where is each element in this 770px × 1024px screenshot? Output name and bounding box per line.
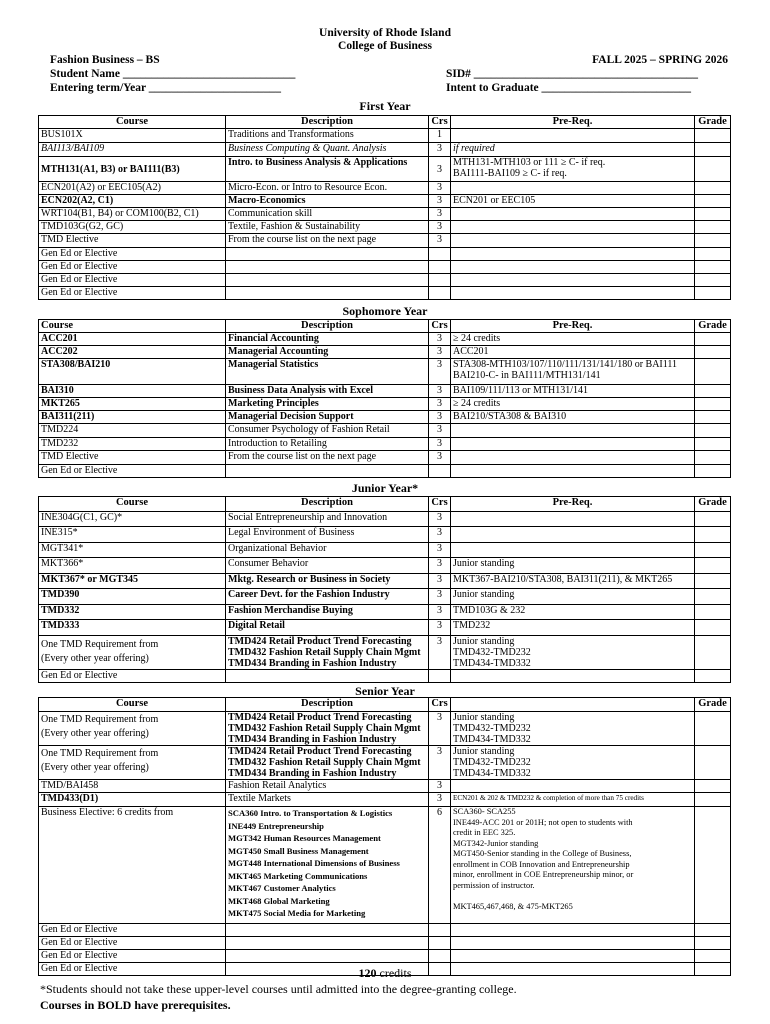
description-cell[interactable]: [226, 670, 429, 683]
prereq-cell: TMD232: [451, 620, 695, 636]
prereq-cell: [451, 950, 695, 963]
credits-cell[interactable]: [429, 924, 451, 937]
description-cell: Micro-Econ. or Intro to Resource Econ.: [226, 182, 429, 195]
description-cell: Managerial Statistics: [226, 359, 429, 385]
description-cell: Fashion Retail Analytics: [226, 780, 429, 793]
grade-cell[interactable]: [695, 746, 731, 780]
prereq-col-header: Pre-Req.: [451, 497, 695, 512]
description-cell[interactable]: [226, 465, 429, 478]
grade-cell[interactable]: [695, 182, 731, 195]
description-cell: Marketing Principles: [226, 398, 429, 411]
table-row: [39, 411, 731, 424]
course-cell: INE304G(C1, GC)*: [39, 512, 226, 527]
table-row: [39, 346, 731, 359]
grade-cell[interactable]: [695, 346, 731, 359]
grade-cell[interactable]: [695, 558, 731, 574]
course-col-header: Course: [39, 497, 226, 512]
description-cell: From the course list on the next page: [226, 234, 429, 248]
grade-col-header: Grade: [695, 116, 731, 129]
bold-courses-note: Courses in BOLD have prerequisites.: [40, 998, 231, 1012]
first-year-table: [38, 115, 731, 300]
course-cell: BAI311(211): [39, 411, 226, 424]
grade-cell[interactable]: [695, 234, 731, 248]
prereq-cell: MKT367-BAI210/STA308, BAI311(211), & MKT265: [451, 574, 695, 589]
description-cell: TMD424 Retail Product Trend Forecasting TMD432 Fashion Retail Supply Chain Mgmt TMD434 Branding in Fashion Industry: [226, 712, 429, 746]
grade-cell[interactable]: [695, 605, 731, 620]
intent-to-graduate-field[interactable]: Intent to Graduate __________________________: [446, 82, 692, 94]
credits-cell: 3: [429, 512, 451, 527]
description-cell: SCA360 Intro. to Transportation & Logistics INE449 Entrepreneurship MGT342 Human Resources Management MGT450 Small Business Management MGT448 International Dimensions of Business MKT465 Marketing Communications MKT467 Customer Analytics MKT468 Global Marketing MKT475 Social Media for Marketing: [226, 807, 429, 924]
course-cell: Gen Ed or Elective: [39, 963, 226, 976]
prereq-cell: [451, 261, 695, 274]
credits-cell: 3: [429, 385, 451, 398]
credits-cell: 3: [429, 359, 451, 385]
prereq-cell: [451, 670, 695, 683]
prereq-cell: [451, 543, 695, 558]
credits-cell: 3: [429, 574, 451, 589]
credits-cell: 3: [429, 620, 451, 636]
table-row: [39, 780, 731, 793]
credits-cell: 3: [429, 793, 451, 807]
course-cell: TMD333: [39, 620, 226, 636]
description-cell[interactable]: [226, 261, 429, 274]
grade-col-header: Grade: [695, 497, 731, 512]
junior-year-title: Junior Year*: [351, 481, 419, 495]
grade-cell[interactable]: [695, 398, 731, 411]
course-cell: TMD332: [39, 605, 226, 620]
course-cell: BUS101X: [39, 129, 226, 143]
course-cell: Gen Ed or Elective: [39, 287, 226, 300]
grade-cell[interactable]: [695, 143, 731, 157]
course-cell: MKT265: [39, 398, 226, 411]
credits-cell: 3: [429, 157, 451, 182]
course-cell: Gen Ed or Elective: [39, 670, 226, 683]
prereq-cell: ECN201 or EEC105: [451, 195, 695, 208]
total-credits-label: credits: [376, 966, 412, 980]
prereq-cell: [451, 129, 695, 143]
grade-cell[interactable]: [695, 636, 731, 670]
course-cell: TMD390: [39, 589, 226, 605]
course-col-header: Course: [39, 116, 226, 129]
course-cell: WRT104(B1, B4) or COM100(B2, C1): [39, 208, 226, 221]
credits-cell: 3: [429, 208, 451, 221]
table-row: [39, 451, 731, 465]
credits-cell[interactable]: [429, 465, 451, 478]
table-row: [39, 543, 731, 558]
description-cell: TMD424 Retail Product Trend Forecasting TMD432 Fashion Retail Supply Chain Mgmt TMD434 Branding in Fashion Industry: [226, 746, 429, 780]
prereq-col-header: Pre-Req.: [451, 116, 695, 129]
credits-cell: 3: [429, 589, 451, 605]
grade-cell[interactable]: [695, 129, 731, 143]
course-col-header: Course: [39, 698, 226, 712]
description-cell: Business Data Analysis with Excel: [226, 385, 429, 398]
table-row: [39, 424, 731, 438]
description-cell: Career Devt. for the Fashion Industry: [226, 589, 429, 605]
description-cell: Textile Markets: [226, 793, 429, 807]
description-cell: TMD424 Retail Product Trend Forecasting TMD432 Fashion Retail Supply Chain Mgmt TMD434 Branding in Fashion Industry: [226, 636, 429, 670]
table-row: [39, 620, 731, 636]
course-cell: STA308/BAI210: [39, 359, 226, 385]
description-cell: Organizational Behavior: [226, 543, 429, 558]
prereq-cell: [451, 182, 695, 195]
course-cell: Gen Ed or Elective: [39, 937, 226, 950]
description-cell[interactable]: [226, 274, 429, 287]
table-row: [39, 574, 731, 589]
total-credits: [0, 966, 770, 981]
grade-col-header: Grade: [695, 320, 731, 333]
credits-cell: 3: [429, 543, 451, 558]
description-cell[interactable]: [226, 937, 429, 950]
credits-cell[interactable]: [429, 261, 451, 274]
grade-col-header: Grade: [695, 698, 731, 712]
grade-cell[interactable]: [695, 287, 731, 300]
prereq-col-header: [451, 698, 695, 712]
prereq-col-header: Pre-Req.: [451, 320, 695, 333]
course-cell: TMD224: [39, 424, 226, 438]
sophomore-year-table: [38, 319, 731, 478]
student-name-field[interactable]: Student Name ______________________________: [50, 68, 296, 80]
course-cell: Gen Ed or Elective: [39, 465, 226, 478]
grade-cell[interactable]: [695, 385, 731, 398]
grade-cell[interactable]: [695, 670, 731, 683]
table-row: [39, 558, 731, 574]
description-cell: Digital Retail: [226, 620, 429, 636]
table-row: [39, 333, 731, 346]
credits-cell: 3: [429, 195, 451, 208]
course-cell: Gen Ed or Elective: [39, 261, 226, 274]
credits-cell: 1: [429, 129, 451, 143]
credits-cell: 6: [429, 807, 451, 924]
table-row: [39, 234, 731, 248]
table-row: [39, 712, 731, 746]
description-cell: Intro. to Business Analysis & Applications: [226, 157, 429, 182]
grade-cell[interactable]: [695, 248, 731, 261]
prereq-cell: ≥ 24 credits: [451, 333, 695, 346]
course-cell: TMD Elective: [39, 451, 226, 465]
course-cell: MGT341*: [39, 543, 226, 558]
grade-cell[interactable]: [695, 793, 731, 807]
description-cell: Consumer Behavior: [226, 558, 429, 574]
course-cell: ACC202: [39, 346, 226, 359]
grade-cell[interactable]: [695, 950, 731, 963]
credits-cell[interactable]: [429, 287, 451, 300]
grade-cell[interactable]: [695, 157, 731, 182]
term-label: FALL 2025 – SPRING 2026: [592, 54, 728, 66]
description-cell[interactable]: [226, 287, 429, 300]
grade-cell[interactable]: [695, 543, 731, 558]
table-row: [39, 793, 731, 807]
credits-col-header: Crs: [429, 497, 451, 512]
table-row: [39, 287, 731, 300]
grade-cell[interactable]: [695, 208, 731, 221]
prereq-cell: Junior standing: [451, 558, 695, 574]
table-row: [39, 670, 731, 683]
credits-cell[interactable]: [429, 670, 451, 683]
total-credits-number: 120: [358, 966, 377, 980]
credits-cell[interactable]: [429, 248, 451, 261]
table-row: [39, 182, 731, 195]
table-row: [39, 398, 731, 411]
course-cell: TMD/BAI458: [39, 780, 226, 793]
grade-cell[interactable]: [695, 780, 731, 793]
grade-cell[interactable]: [695, 333, 731, 346]
description-col-header: Description: [226, 116, 429, 129]
course-cell: ACC201: [39, 333, 226, 346]
table-row: [39, 261, 731, 274]
credits-cell: 3: [429, 234, 451, 248]
course-cell: Gen Ed or Elective: [39, 248, 226, 261]
description-cell: Business Computing & Quant. Analysis: [226, 143, 429, 157]
description-cell: Legal Environment of Business: [226, 527, 429, 543]
entering-term-field[interactable]: Entering term/Year _______________________: [50, 82, 282, 94]
prereq-cell: MTH131-MTH103 or 111 ≥ C- if req. BAI111-BAI109 ≥ C- if req.: [451, 157, 695, 182]
credits-cell: 3: [429, 411, 451, 424]
description-cell: Communication skill: [226, 208, 429, 221]
prereq-cell: Junior standing TMD432-TMD232 TMD434-TMD332: [451, 712, 695, 746]
description-cell: Managerial Decision Support: [226, 411, 429, 424]
description-cell: Social Entrepreneurship and Innovation: [226, 512, 429, 527]
prereq-cell: ECN201 & 202 & TMD232 & completion of more than 75 credits: [451, 793, 695, 807]
credits-cell: 3: [429, 605, 451, 620]
table-row: [39, 274, 731, 287]
grade-cell[interactable]: [695, 274, 731, 287]
credits-col-header: Crs: [429, 116, 451, 129]
course-cell: Gen Ed or Elective: [39, 274, 226, 287]
description-cell: Financial Accounting: [226, 333, 429, 346]
credits-cell: 3: [429, 780, 451, 793]
college-name: College of Business: [338, 40, 432, 52]
table-row: [39, 605, 731, 620]
description-cell[interactable]: [226, 950, 429, 963]
table-row: [39, 385, 731, 398]
grade-cell[interactable]: [695, 712, 731, 746]
table-row: [39, 221, 731, 234]
table-row: [39, 208, 731, 221]
university-name: University of Rhode Island: [319, 27, 451, 39]
table-row: [39, 129, 731, 143]
prereq-cell: [451, 438, 695, 451]
course-cell: MKT366*: [39, 558, 226, 574]
prereq-cell: TMD103G & 232: [451, 605, 695, 620]
description-cell: Textile, Fashion & Sustainability: [226, 221, 429, 234]
prereq-cell: [451, 248, 695, 261]
course-cell: TMD Elective: [39, 234, 226, 248]
prereq-cell: SCA360- SCA255 INE449-ACC 201 or 201H; not open to students with credit in EEC 325. MGT342-Junior standing MGT450-Senior standing in the College of Business, enrollment in COB Innovation and Entrepreneurship minor, enrollment in COE Entrepreneurship minor, or permission of instructor. MKT465,467,468, & 475-MKT265: [451, 807, 695, 924]
grade-cell[interactable]: [695, 465, 731, 478]
credits-cell: 3: [429, 438, 451, 451]
prereq-cell: ≥ 24 credits: [451, 398, 695, 411]
course-cell: [39, 574, 226, 589]
credits-col-header: Crs: [429, 320, 451, 333]
grade-cell[interactable]: [695, 620, 731, 636]
table-row: [39, 143, 731, 157]
grade-cell[interactable]: [695, 261, 731, 274]
course-cell: MTH131(A1, B3) or BAI111(B3): [39, 157, 226, 182]
prereq-cell: BAI109/111/113 or MTH131/141: [451, 385, 695, 398]
table-row: [39, 157, 731, 182]
course-cell: Gen Ed or Elective: [39, 924, 226, 937]
description-cell: Fashion Merchandise Buying: [226, 605, 429, 620]
description-cell: Consumer Psychology of Fashion Retail: [226, 424, 429, 438]
table-row: [39, 746, 731, 780]
table-row: [39, 248, 731, 261]
program-name: Fashion Business – BS: [50, 54, 160, 66]
credits-cell: 3: [429, 424, 451, 438]
course-code: MKT367* or MGT345: [41, 574, 139, 585]
table-row: [39, 527, 731, 543]
table-row: [39, 512, 731, 527]
prereq-cell: Junior standing: [451, 589, 695, 605]
credits-cell: 3: [429, 182, 451, 195]
credits-cell: 3: [429, 636, 451, 670]
prereq-cell: [451, 924, 695, 937]
credits-cell: 3: [429, 558, 451, 574]
description-cell[interactable]: [226, 248, 429, 261]
prereq-cell: [451, 512, 695, 527]
prereq-cell: [451, 465, 695, 478]
prereq-cell: [451, 780, 695, 793]
credits-cell: 3: [429, 221, 451, 234]
description-cell: From the course list on the next page: [226, 451, 429, 465]
prereq-cell: BAI210/STA308 & BAI310: [451, 411, 695, 424]
credits-cell: 3: [429, 333, 451, 346]
first-year-title: First Year: [359, 99, 411, 113]
course-col-header: Course: [39, 320, 226, 333]
course-cell: INE315*: [39, 527, 226, 543]
grade-cell[interactable]: [695, 512, 731, 527]
grade-cell[interactable]: [695, 924, 731, 937]
prereq-cell: Junior standing TMD432-TMD232 TMD434-TMD332: [451, 636, 695, 670]
description-cell: Macro-Economics: [226, 195, 429, 208]
credits-col-header: Crs: [429, 698, 451, 712]
prereq-cell: [451, 527, 695, 543]
credits-cell: 3: [429, 143, 451, 157]
grade-cell[interactable]: [695, 527, 731, 543]
table-row: [39, 924, 731, 937]
prereq-cell: [451, 424, 695, 438]
description-col-header: Description: [226, 320, 429, 333]
table-row: [39, 359, 731, 385]
table-row: [39, 807, 731, 924]
credits-cell: 3: [429, 527, 451, 543]
prereq-cell: Junior standing TMD432-TMD232 TMD434-TMD332: [451, 746, 695, 780]
course-cell: TMD232: [39, 438, 226, 451]
credits-cell: 3: [429, 346, 451, 359]
prereq-cell: [451, 937, 695, 950]
description-col-header: Description: [226, 497, 429, 512]
course-cell: Gen Ed or Elective: [39, 950, 226, 963]
course-cell: Business Elective: 6 credits from: [39, 807, 226, 924]
grade-cell[interactable]: [695, 195, 731, 208]
sophomore-year-title: Sophomore Year: [342, 304, 428, 318]
description-cell: Mktg. Research or Business in Society: [226, 574, 429, 589]
credits-cell: 3: [429, 712, 451, 746]
table-row: [39, 438, 731, 451]
prereq-cell: [451, 451, 695, 465]
table-row: [39, 589, 731, 605]
credits-cell[interactable]: [429, 274, 451, 287]
prereq-cell: [451, 208, 695, 221]
description-cell: Introduction to Retailing: [226, 438, 429, 451]
grade-cell[interactable]: [695, 937, 731, 950]
grade-cell[interactable]: [695, 411, 731, 424]
course-cell: BAI113/BAI109: [39, 143, 226, 157]
table-row: [39, 195, 731, 208]
sid-field[interactable]: SID# _______________________________________: [446, 68, 699, 80]
description-cell[interactable]: [226, 924, 429, 937]
description-cell: Managerial Accounting: [226, 346, 429, 359]
grade-cell[interactable]: [695, 221, 731, 234]
credits-cell[interactable]: [429, 937, 451, 950]
grade-cell[interactable]: [695, 589, 731, 605]
credits-cell[interactable]: [429, 950, 451, 963]
table-row: [39, 950, 731, 963]
senior-year-title: Senior Year: [355, 684, 415, 698]
prereq-cell: [451, 221, 695, 234]
prereq-cell: [451, 234, 695, 248]
grade-cell[interactable]: [695, 359, 731, 385]
prereq-cell: STA308-MTH103/107/110/111/131/141/180 or BAI111 BAI210-C- in BAI111/MTH131/141: [451, 359, 695, 385]
upper-level-note: *Students should not take these upper-level courses until admitted into the degree-granting college.: [40, 982, 517, 996]
grade-cell[interactable]: [695, 438, 731, 451]
junior-year-table: [38, 496, 731, 683]
prereq-cell: ACC201: [451, 346, 695, 359]
credits-cell: 3: [429, 398, 451, 411]
credits-cell: 3: [429, 451, 451, 465]
table-row: [39, 465, 731, 478]
course-cell: One TMD Requirement from (Every other year offering): [39, 636, 226, 670]
credits-cell: 3: [429, 746, 451, 780]
grade-cell[interactable]: [695, 807, 731, 924]
course-cell: BAI310: [39, 385, 226, 398]
table-row: [39, 937, 731, 950]
course-cell: ECN202(A2, C1): [39, 195, 226, 208]
senior-year-table: [38, 697, 731, 976]
course-cell: ECN201(A2) or EEC105(A2): [39, 182, 226, 195]
prereq-cell: if required: [451, 143, 695, 157]
grade-cell[interactable]: [695, 424, 731, 438]
prereq-cell: [451, 274, 695, 287]
course-cell: TMD103G(G2, GC): [39, 221, 226, 234]
description-cell: Traditions and Transformations: [226, 129, 429, 143]
prereq-cell: [451, 287, 695, 300]
description-col-header: Description: [226, 698, 429, 712]
grade-cell[interactable]: [695, 451, 731, 465]
course-cell: One TMD Requirement from (Every other year offering): [39, 746, 226, 780]
table-row: [39, 636, 731, 670]
course-cell: One TMD Requirement from (Every other year offering): [39, 712, 226, 746]
grade-cell[interactable]: [695, 574, 731, 589]
course-cell: TMD433(D1): [39, 793, 226, 807]
